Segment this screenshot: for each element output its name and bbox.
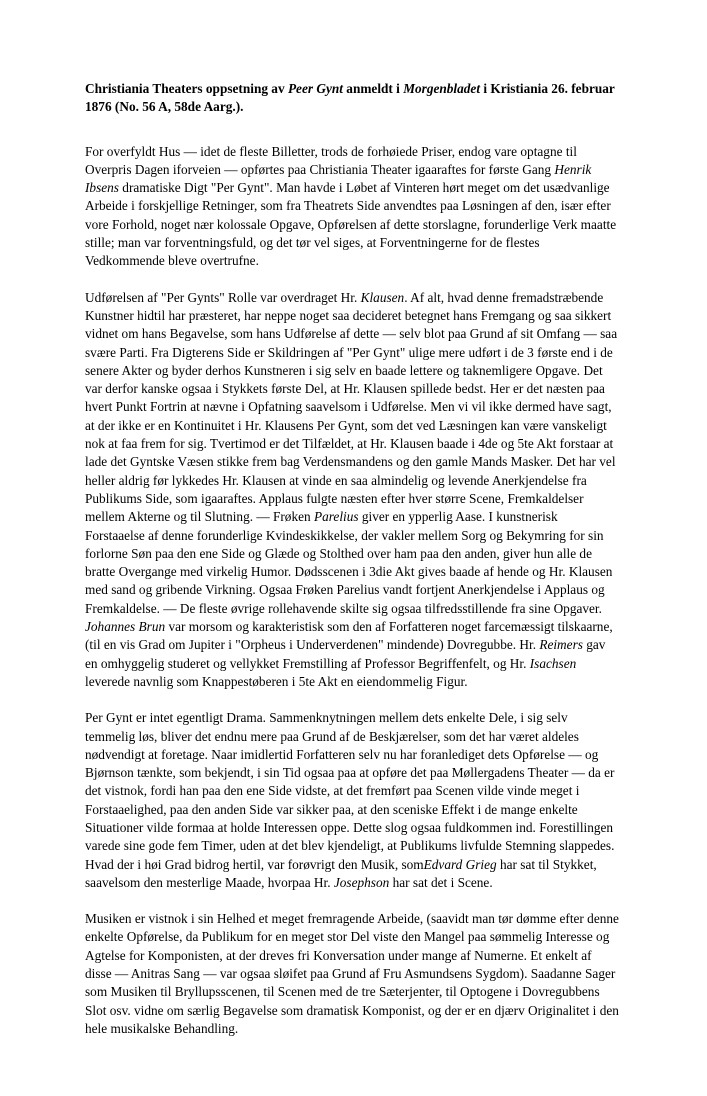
text-run: har sat til Stykket, saavelsom den mesterlige Maade, hvorpaa Hr. xyxy=(85,856,597,890)
emphasized-text-run: Isachsen xyxy=(529,655,577,671)
text-run: i Kristiania 26. februar 1876 (No. 56 A, 58de Aarg.). xyxy=(85,81,615,115)
emphasized-text-run: Klausen xyxy=(360,289,405,305)
text-run: dramatiske Digt "Per Gynt". Man havde i Løbet af Vinteren hørt meget om det usædvanlige Arbeide i forskjellige Retninger, som fra Theatrets Side anvendtes paa Løsningen af den, især efter vore Forhold, noget nær kolossale Opgave, Opførelsen af dette storslagne, forunderlige Verk maatte stille; man var forventningsfuld, og det tør vel siges, at Forventningerne for de flestes Vedkommende bleve overtrufne. xyxy=(85,180,617,269)
paragraph-music xyxy=(85,910,619,1038)
text-run: Musiken er vistnok i sin Helhed et meget fremragende Arbeide, (saavidt man tør dømme efter denne enkelte Opførelse, da Publikum for en meget stor Del viste den Mangel paa sømmelig Interesse og Agtelse for Komponisten, at der dreves fri Konversation under mange af Numerne. Et enkelt af disse — Anitras Sang — var ogsaa sløifet paa Grund af Fru Asmundsens Sygdom). Saadanne Sager som Musiken til Bryllupsscenen, til Scenen med de tre Sæterjenter, til Optogene i Dovregubbens Slot osv. vidne om særlig Begavelse som dramatisk Komponist, og der er en djærv Originalitet i den hele musikalske Behandling. xyxy=(85,911,619,1036)
text-run: Udførelsen af "Per Gynts" Rolle var overdraget Hr. xyxy=(85,289,361,305)
text-run: Per Gynt er intet egentligt Drama. Sammenknytningen mellem dets enkelte Dele, i sig selv temmelig løs, bliver det endnu mere paa Grund af de Beskjærelser, som det har været aldeles nødvendigt at foretage. Naar imidlertid Forfatteren selv nu har foranlediget dets Opførelse — og Bjørnson tænkte, som bekjendt, i sin Tid ogsaa paa at opføre det paa Møllergadens Theater — da er det vistnok, fordi han paa den ene Side vidste, at det fremført paa Scenen vilde vinde meget i Forstaaelighed, paa den anden Side var sikker paa, at den sceniske Effekt i de mange enkelte Situationer vilde formaa at holde Interessen oppe. Dette slog ogsaa fuldkommen ind. Forestillingen varede sine gode fem Timer, uden at det blev kjendeligt, at Publikums livfulde Stemning slappedes. Hvad der i høi Grad bidrog hertil, var forøvrigt den Musik, som xyxy=(85,710,615,872)
emphasized-text-run: Henrik Ibsens xyxy=(85,161,592,196)
paragraph-introduction xyxy=(85,143,619,271)
emphasized-text-run: Johannes Brun xyxy=(85,619,166,635)
text-run: var morsom og karakteristisk som den af Forfatteren noget farcemæssigt tilskaarne, (til en vis Grad om Jupiter i "Orpheus i Underverdenen" mindende) Dovregubbe. Hr. xyxy=(85,619,613,653)
emphasized-text-run: Edvard Grieg xyxy=(423,856,497,872)
text-run: gav en omhyggelig studeret og vellykket Fremstilling af Professor Begriffenfelt, og Hr. xyxy=(85,637,606,671)
paragraph-staging xyxy=(85,709,619,892)
text-run: Christiania Theaters oppsetning av xyxy=(85,81,288,96)
text-run: anmeldt i xyxy=(342,81,404,96)
paragraph-performances xyxy=(85,289,619,692)
text-run: . Af alt, hvad denne fremadstræbende Kunstner hidtil har præsteret, har neppe noget saa decideret betegnet hans Fremgang og saa sikkert vidnet om hans Begavelse, som hans Udførelse af dette — selv blot paa Grund af sit Omfang — saa svære Parti. Fra Digterens Side er Skildringen af "Per Gynt" ulige mere udført i de 3 første end i de senere Akter og byder derhos Kunstneren i sig selv en baade lettere og taknemligere Opgave. Det var derfor kanske ogsaa i Stykkets første Del, at Hr. Klausen spillede bedst. Her er det næsten paa hvert Punkt Fortrin at nævne i Opfatning saavelsom i Udførelse. Men vi vil ikke dermed have sagt, at der ikke er en Kontinuitet i Hr. Klausens Per Gynt, som det ved Læsningen kan være vanskeligt nok at faa frem for sig. Tvertimod er det Tilfældet, at Hr. Klausen baade i 4de og 5te Akt forstaar at lade det Gyntske Væsen stikke frem bag Verdensmandens og den gamle Mands Masker. Det har vel heller aldrig før lykkedes Hr. Klausen at vinde en saa almindelig og levende Anerkjendelse fra Publikums Side, som igaaraftes. Applaus fulgte næsten efter hver større Scene, Fremkaldelser mellem Akterne og til Slutning. — Frøken xyxy=(85,289,618,525)
text-run: For overfyldt Hus — idet de fleste Billetter, trods de forhøiede Priser, endog vare optagne til Overpris Dagen iforveien — opførtes paa Christiania Theater igaaraftes for første Gang xyxy=(85,143,577,177)
emphasized-text-run: Josephson xyxy=(333,874,390,890)
document-title xyxy=(85,80,619,117)
emphasized-text-run: Reimers xyxy=(539,637,583,653)
emphasized-text-run: Peer Gynt xyxy=(287,81,343,96)
text-run: leverede navnlig som Knappestøberen i 5te Akt en eiendommelig Figur. xyxy=(85,673,468,689)
text-run: har sat det i Scene. xyxy=(389,874,493,890)
emphasized-text-run: Morgenbladet xyxy=(403,81,481,96)
text-run: giver en ypperlig Aase. I kunstnerisk Forstaaelse af denne forunderlige Kvindeskikkelse, der vakler mellem Sorg og Bekymring for sin forlorne Søn paa den ene Side og Glæde og Stolthed over ham paa den anden, giver hun alle de bratte Overgange med virkelig Humor. Dødsscenen i 3die Akt gives baade af hende og Hr. Klausen med sand og gribende Virkning. Ogsaa Frøken Parelius vandt fortjent Anerkjendelse i Applaus og Fremkaldelse. — De fleste øvrige rollehavende skilte sig ogsaa tilfredsstillende fra sine Opgaver. xyxy=(85,509,613,616)
emphasized-text-run: Parelius xyxy=(313,509,359,525)
